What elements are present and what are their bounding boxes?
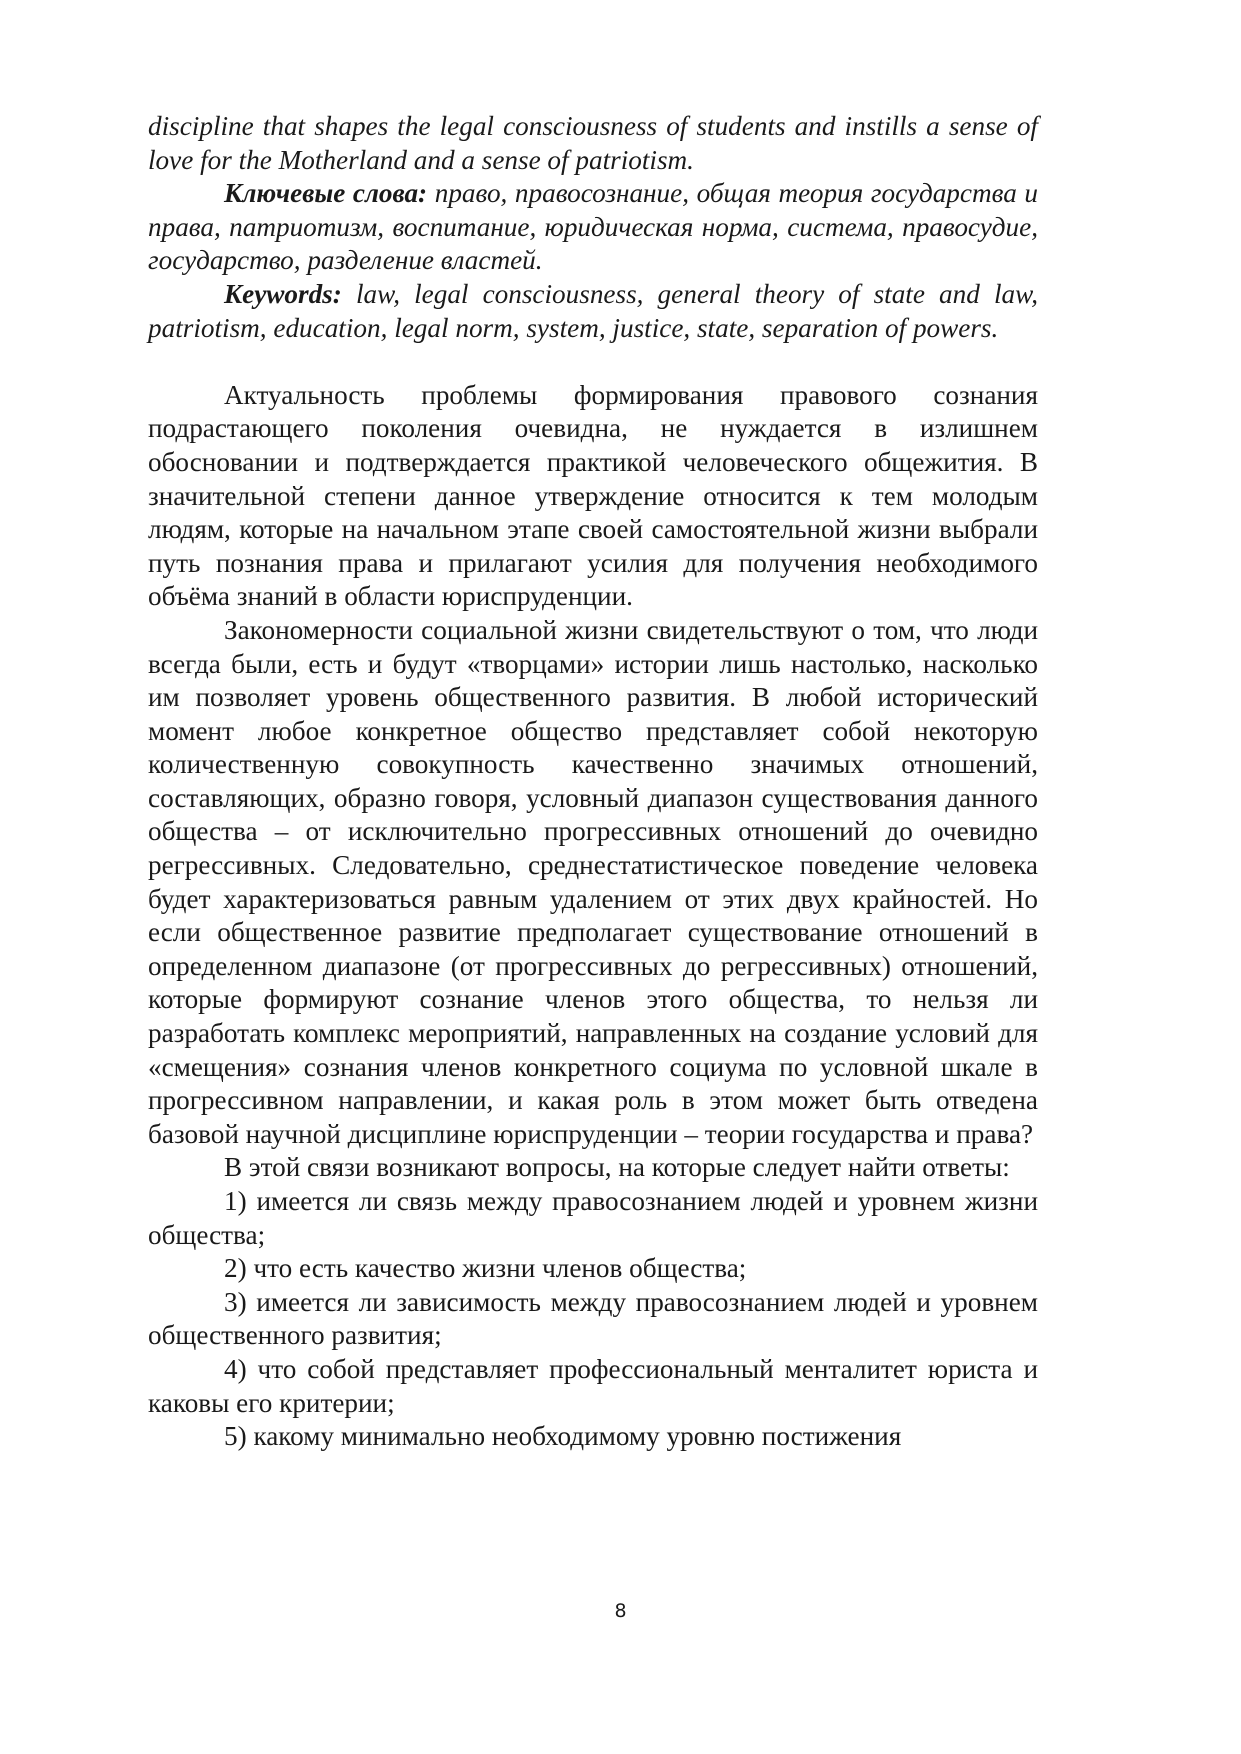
- list-item: 5) какому минимально необходимому уровню постижения: [224, 1421, 902, 1452]
- keywords-en: [148, 278, 1038, 345]
- paragraph: В этой связи возникают вопросы, на которые следует найти ответы:: [224, 1152, 1010, 1183]
- page-number: 8: [614, 1600, 627, 1622]
- body-text: [148, 379, 1038, 1185]
- keywords-en-label: Keywords:: [224, 278, 342, 309]
- keywords-ru-text: право, правосознание, общая теория государства и права, патриотизм, воспитание, юридическая норма, система, правосудие, государство, разделение властей.: [148, 178, 1038, 276]
- paragraph: Актуальность проблемы формирования правового сознания подрастающего поколения очевидна, не нуждается в излишнем обосновании и подтверждается практикой человеческого общежития. В значительной степени данное утверждение относится к тем молодым людям, которые на начальном этапе своей самостоятельной жизни выбрали путь познания права и прилагают усилия для получения необходимого объёма знаний в области юриспруденции.: [148, 379, 1038, 612]
- document-page: [148, 110, 1038, 1454]
- questions-list: [148, 1185, 1038, 1454]
- list-item: 3) имеется ли зависимость между правосознанием людей и уровнем общественного развития;: [148, 1286, 1038, 1351]
- abstract-tail: discipline that shapes the legal consciousness of students and instills a sense of love for the Motherland and a sense of patriotism.: [148, 111, 1038, 175]
- paragraph: Закономерности социальной жизни свидетельствуют о том, что люди всегда были, есть и будут «творцами» истории лишь настолько, насколько им позволяет уровень общественного развития. В любой исторический момент любое конкретное общество представляет собой некоторую количественную совокупность качественно значимых отношений, составляющих, образно говоря, условный диапазон существования данного общества – от исключительно прогрессивных отношений до очевидно регрессивных. Следовательно, среднестатистическое поведение человека будет характеризоваться равным удалением от этих двух крайностей. Но если общественное развитие предполагает существование отношений в определенном диапазоне (от прогрессивных до регрессивных) отношений, которые формируют сознание членов этого общества, то нельзя ли разработать комплекс мероприятий, направленных на создание условий для «смещения» сознания членов конкретного социума по условной шкале в прогрессивном направлении, и какая роль в этом может быть отведена базовой научной дисциплине юриспруденции – теории государства и права?: [148, 614, 1038, 1149]
- keywords-ru: [148, 177, 1038, 278]
- list-item: 2) что есть качество жизни членов общества;: [224, 1253, 747, 1284]
- keywords-en-text: law, legal consciousness, general theory of state and law, patriotism, education, legal norm, system, justice, state, separation of powers.: [148, 278, 1038, 343]
- keywords-block: [148, 177, 1038, 345]
- list-item: 1) имеется ли связь между правосознанием людей и уровнем жизни общества;: [148, 1186, 1038, 1250]
- keywords-ru-label: Ключевые слова:: [224, 178, 428, 209]
- list-item: 4) что собой представляет профессиональный менталитет юриста и каковы его критерии;: [148, 1353, 1038, 1418]
